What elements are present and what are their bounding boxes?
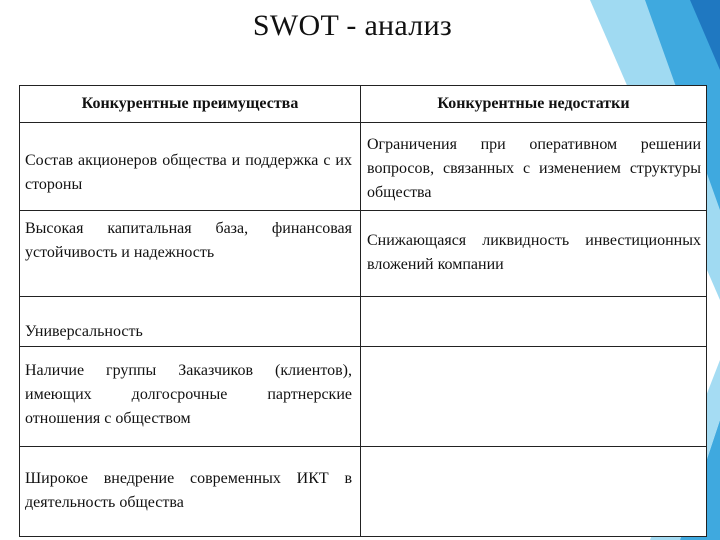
strength-text: Состав акционеров общества и поддержка с их стороны <box>25 152 352 193</box>
strength-cell <box>20 211 361 297</box>
table-row <box>20 211 707 297</box>
strength-text: Высокая капитальная база, финансовая устойчивость и надежность <box>25 220 352 261</box>
strength-cell <box>20 347 361 447</box>
weakness-cell-empty <box>361 297 707 347</box>
weakness-cell <box>361 211 707 297</box>
header-strengths: Конкурентные преимущества <box>20 86 361 123</box>
table-header-row <box>20 86 707 123</box>
header-weaknesses: Конкурентные недостатки <box>361 86 707 123</box>
table-row <box>20 447 707 537</box>
slide-title: SWOT - анализ <box>252 9 453 42</box>
weakness-cell <box>361 123 707 211</box>
strength-text: Универсальность <box>25 323 143 340</box>
strength-text: Наличие группы Заказчиков (клиентов), имеющих долгосрочные партнерские отношения с обществом <box>25 362 352 427</box>
swot-table <box>19 85 707 537</box>
strength-cell <box>20 123 361 211</box>
weakness-cell-empty <box>361 347 707 447</box>
weakness-cell-empty <box>361 447 707 537</box>
strength-text: Широкое внедрение современных ИКТ в деятельность общества <box>25 470 352 511</box>
table-row <box>20 123 707 211</box>
weakness-text: Снижающаяся ликвидность инвестиционных вложений компании <box>367 232 701 273</box>
strength-cell <box>20 297 361 347</box>
table-row <box>20 347 707 447</box>
weakness-text: Ограничения при оперативном решении вопросов, связанных с изменением структуры общества <box>367 136 701 201</box>
strength-cell <box>20 447 361 537</box>
table-row <box>20 297 707 347</box>
